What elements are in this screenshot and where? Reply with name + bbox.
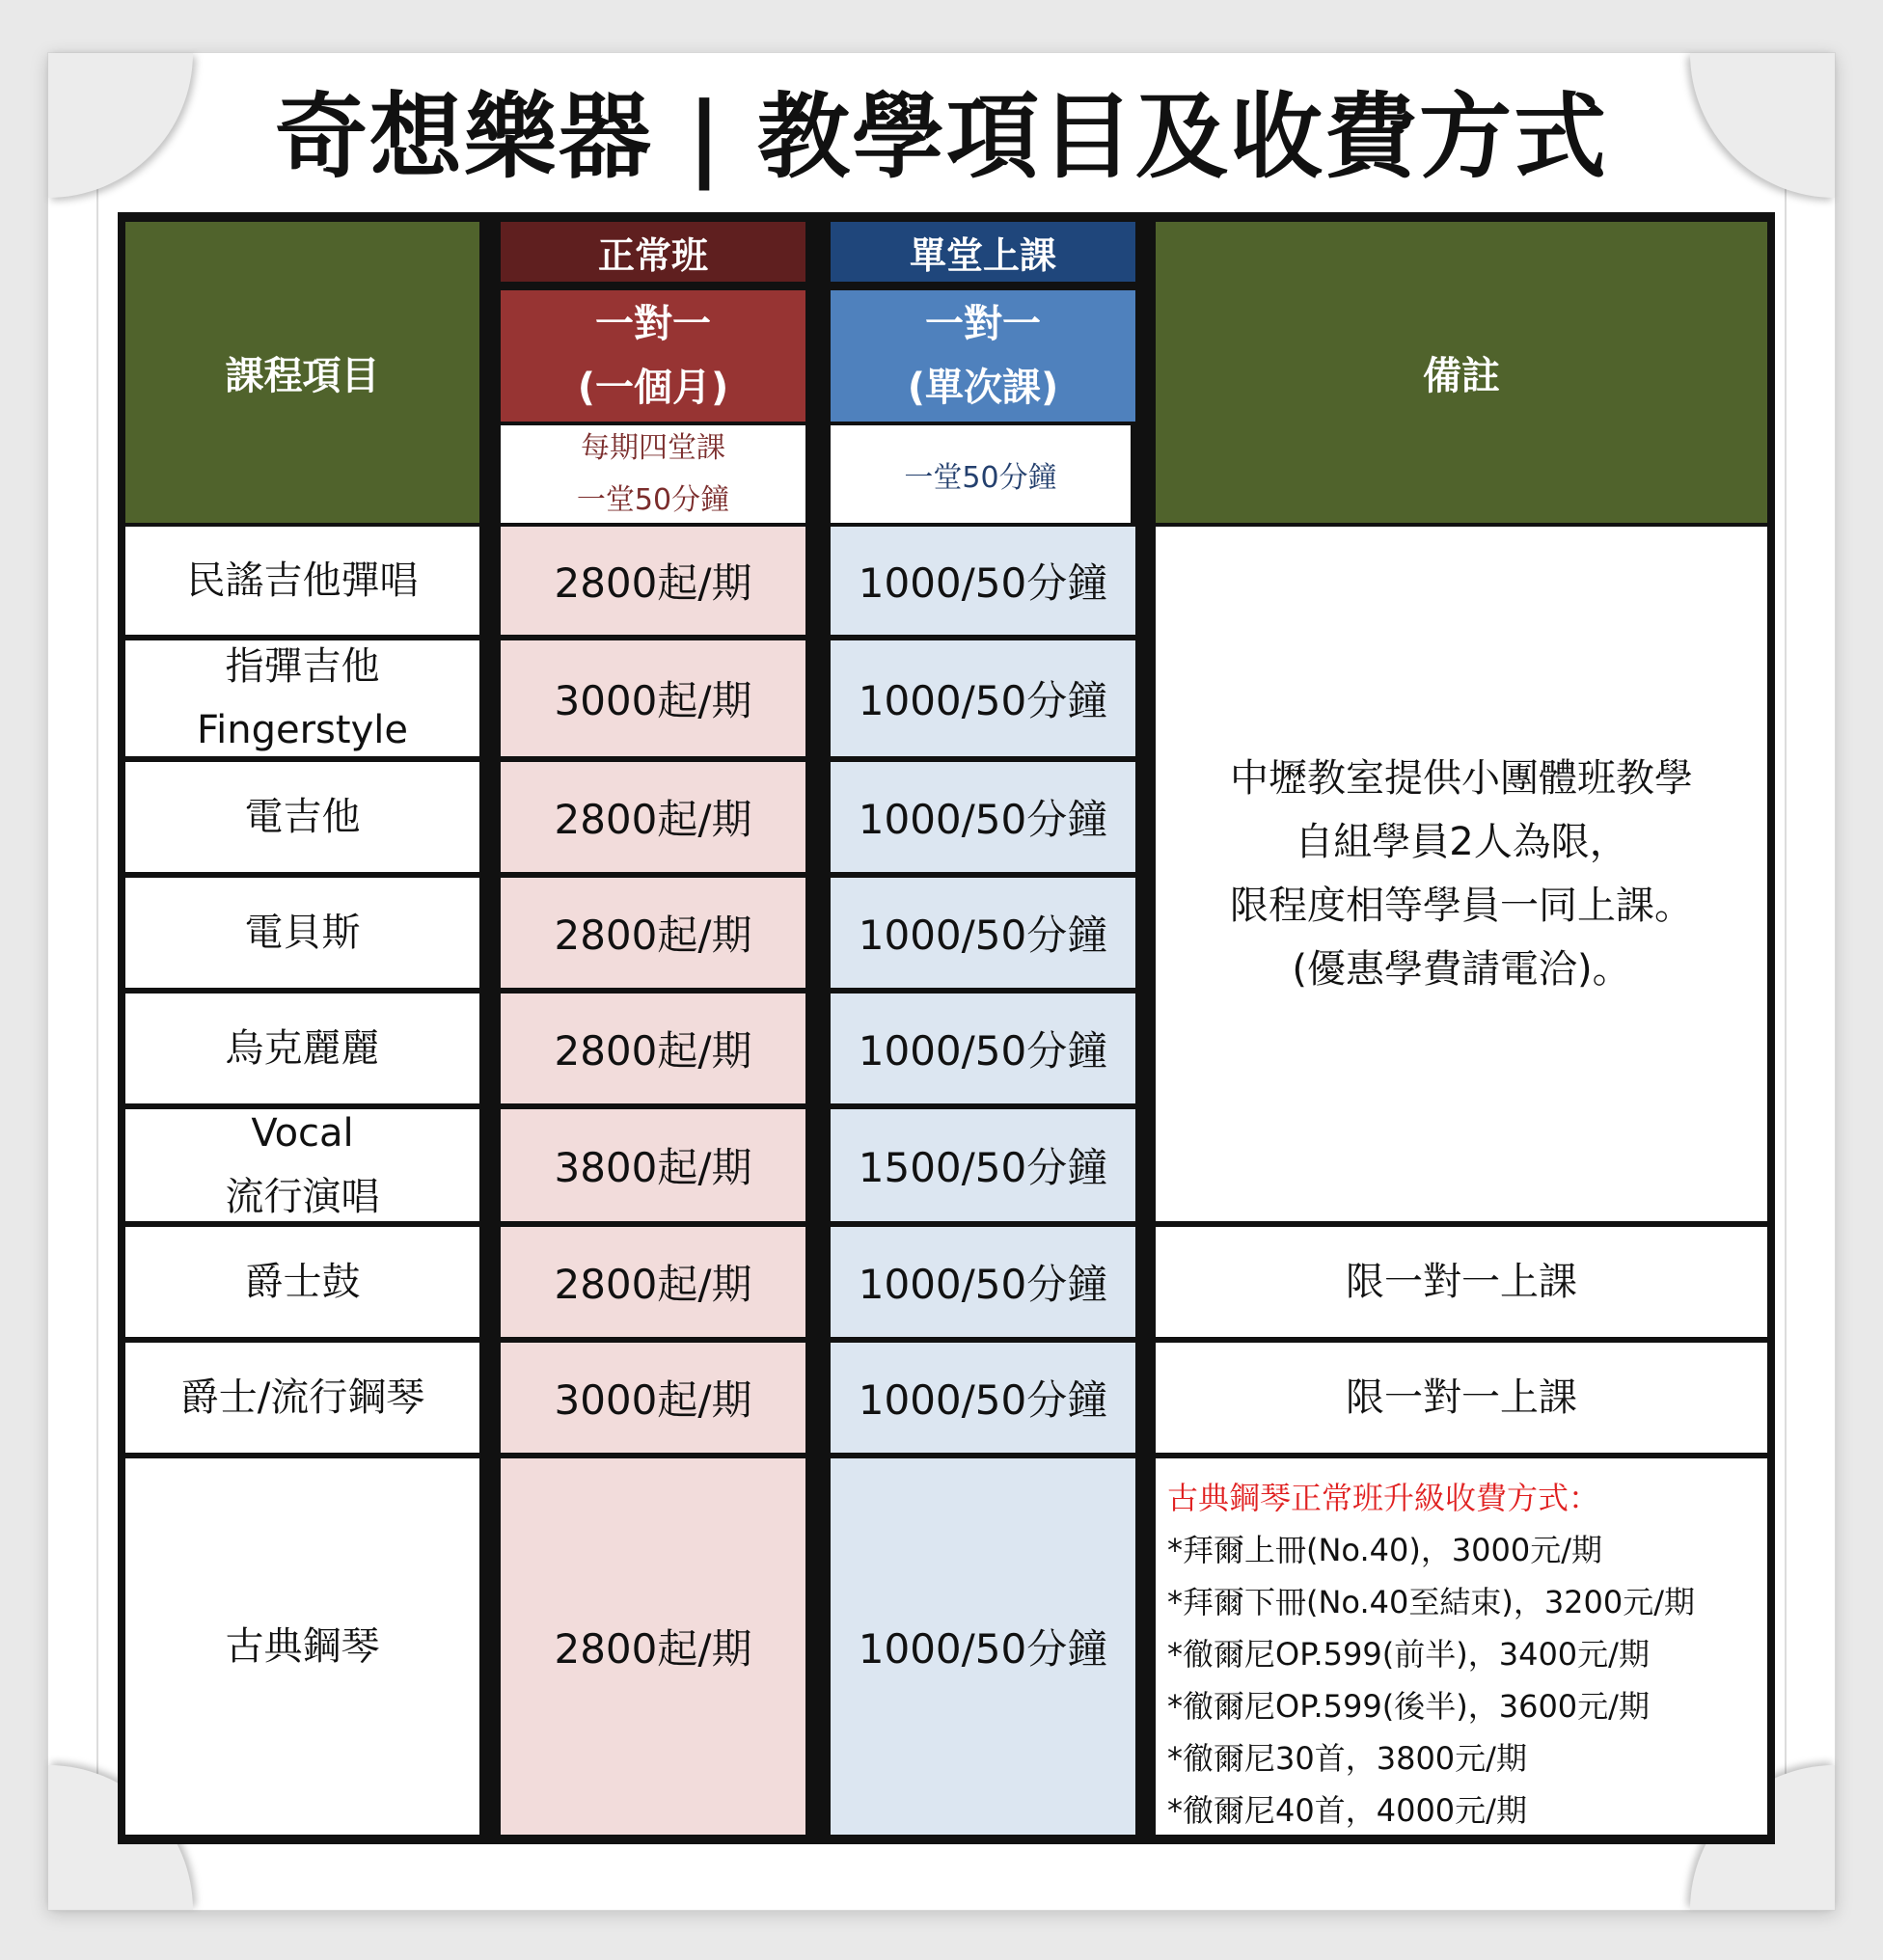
header-regular-line2: (一個月): [577, 366, 729, 410]
single-price: 1000/50分鐘: [831, 994, 1135, 1103]
course-name-line1: 民謠吉他彈唱: [186, 558, 419, 603]
header-regular-note2: 一堂50分鐘: [576, 482, 730, 517]
regular-price: 2800起/期: [501, 762, 805, 872]
remark-line: 中壢教室提供小團體班教學: [1230, 756, 1693, 801]
single-price: 1000/50分鐘: [831, 878, 1135, 988]
course-name: [125, 1343, 479, 1453]
course-name-line1: 電貝斯: [244, 911, 361, 955]
pricing-table: [118, 212, 1775, 1844]
course-name: [125, 1109, 479, 1221]
remark-classical-piano: [1156, 1458, 1767, 1835]
course-name: [125, 1458, 479, 1835]
course-name-line1: 烏克麗麗: [225, 1026, 380, 1071]
course-name: [125, 994, 479, 1103]
header-regular-note: [501, 425, 805, 523]
single-price: 1000/50分鐘: [831, 1227, 1135, 1337]
header-regular-line1: 一對一: [595, 302, 711, 346]
course-name-line1: 爵士/流行鋼琴: [179, 1375, 425, 1420]
classical-fee-item: *拜爾下冊(No.40至結束)，3200元/期: [1167, 1584, 1696, 1620]
header-single-line2: (單次課): [907, 366, 1059, 410]
course-name-line2: Fingerstyle: [197, 708, 408, 752]
regular-price: 3800起/期: [501, 1109, 805, 1221]
header-regular-note1: 每期四堂課: [581, 430, 725, 465]
single-price: 1000/50分鐘: [831, 762, 1135, 872]
course-name-line1: 爵士鼓: [244, 1260, 361, 1304]
header-single-title: 單堂上課: [831, 222, 1135, 282]
course-name-line1: 電吉他: [244, 795, 361, 839]
classical-fee-title: 古典鋼琴正常班升級收費方式：: [1167, 1480, 1600, 1516]
classical-fee-item: *徹爾尼30首，3800元/期: [1167, 1740, 1527, 1777]
course-name-line1: 指彈吉他: [225, 644, 380, 689]
regular-price: 2800起/期: [501, 878, 805, 988]
header-regular-sub: [501, 290, 805, 422]
classical-fee-item: *拜爾上冊(No.40)，3000元/期: [1167, 1532, 1603, 1568]
single-price: 1000/50分鐘: [831, 527, 1135, 635]
remark-line: 自組學員2人為限，: [1295, 820, 1628, 864]
course-name: [125, 527, 479, 635]
single-price: 1000/50分鐘: [831, 1458, 1135, 1835]
remark-drums: 限一對一上課: [1156, 1227, 1767, 1337]
single-price: 1000/50分鐘: [831, 1343, 1135, 1453]
header-single-sub: [831, 290, 1135, 422]
single-price: 1000/50分鐘: [831, 640, 1135, 756]
course-name-line2: 流行演唱: [225, 1175, 380, 1219]
remark-jazz-piano: 限一對一上課: [1156, 1343, 1767, 1453]
header-remarks: 備註: [1156, 222, 1767, 523]
course-name: [125, 1227, 479, 1337]
regular-price: 2800起/期: [501, 527, 805, 635]
header-course: 課程項目: [125, 222, 479, 523]
course-name: [125, 878, 479, 988]
remark-group-class: [1156, 527, 1767, 1221]
course-name-line1: Vocal: [251, 1111, 354, 1156]
course-name-line1: 古典鋼琴: [225, 1624, 380, 1669]
regular-price: 3000起/期: [501, 640, 805, 756]
header-single-note: 一堂50分鐘: [831, 425, 1131, 523]
course-name: [125, 640, 479, 756]
course-name: [125, 762, 479, 872]
classical-fee-item: *徹爾尼40首，4000元/期: [1167, 1792, 1527, 1829]
remark-line: 限程度相等學員一同上課。: [1230, 884, 1693, 928]
regular-price: 2800起/期: [501, 1458, 805, 1835]
regular-price: 3000起/期: [501, 1343, 805, 1453]
regular-price: 2800起/期: [501, 1227, 805, 1337]
regular-price: 2800起/期: [501, 994, 805, 1103]
remark-line: (優惠學費請電洽)。: [1292, 947, 1631, 992]
header-single-line1: 一對一: [925, 302, 1041, 346]
header-regular-title: 正常班: [501, 222, 805, 282]
page-title: 奇想樂器 | 教學項目及收費方式: [275, 83, 1608, 191]
classical-fee-item: *徹爾尼OP.599(前半)，3400元/期: [1167, 1636, 1650, 1673]
classical-fee-item: *徹爾尼OP.599(後半)，3600元/期: [1167, 1688, 1650, 1725]
single-price: 1500/50分鐘: [831, 1109, 1135, 1221]
